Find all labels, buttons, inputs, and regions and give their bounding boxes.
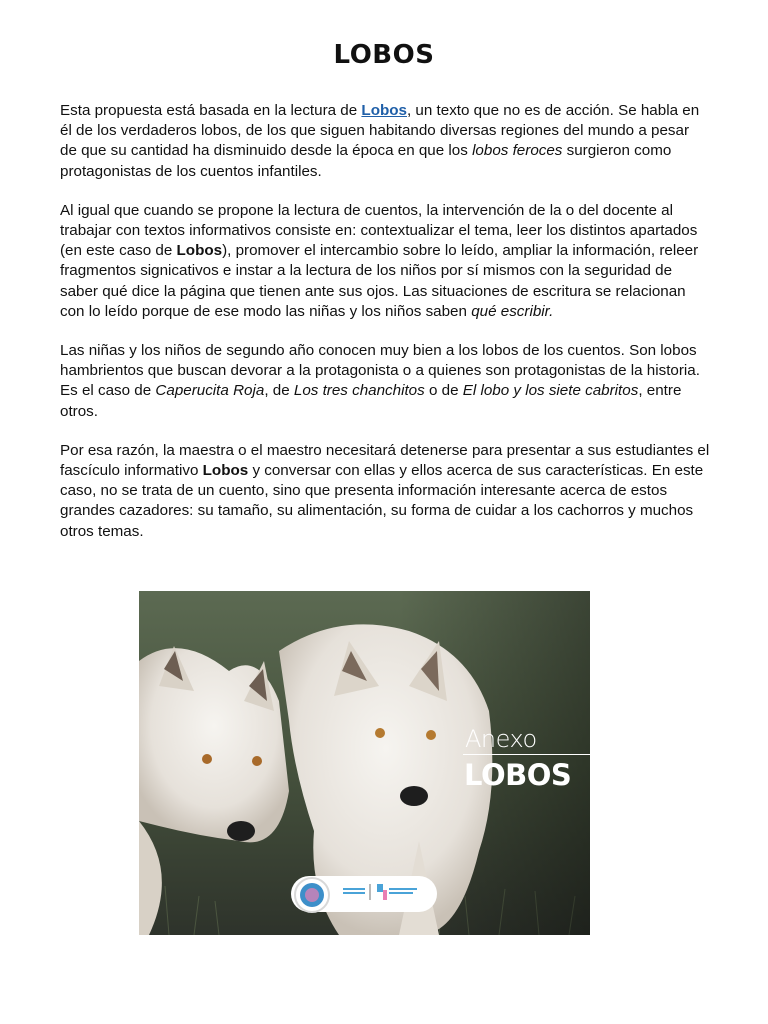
document-body xyxy=(60,101,710,561)
emphasis-text: lobos feroces xyxy=(472,142,563,160)
lobos-link[interactable]: Lobos xyxy=(361,102,407,119)
paragraph-text: Por esa razón, la maestra o el maestro necesitará detenerse para presentar a sus estudiantes el fascículo informativo xyxy=(60,441,710,480)
paragraph-text: , entre otros. xyxy=(60,382,682,420)
emphasis-text: qué escribir. xyxy=(471,302,554,320)
emphasis-text: El lobo y los siete cabritos xyxy=(462,382,639,400)
paragraph-text: , de xyxy=(264,382,294,400)
paragraph-text: Esta propuesta está basada en la lectura de xyxy=(60,102,362,119)
cover-subtitle: Anexo xyxy=(465,725,537,753)
paragraph-4 xyxy=(60,441,710,542)
paragraph-2 xyxy=(60,201,710,322)
paragraph-text: Las niñas y los niños de segundo año conocen muy bien a los lobos de los cuentos. Son lobos hambrientos que buscan devorar a la protagonista o a quienes son protagonistas de la historia. Es el caso de xyxy=(60,342,700,400)
page-title: LOBOS xyxy=(333,40,435,70)
bold-text: Lobos xyxy=(202,462,249,480)
paragraph-text: surgieron como protagonistas de los cuentos infantiles. xyxy=(60,142,672,180)
paragraph-text: o de xyxy=(424,382,463,400)
paragraph-text: ), promover el intercambio sobre lo leído, ampliar la información, releer fragmentos signicativos e instar a la lectura de los niños por sí mismos con la seguridad de saber qué dice la página que tienen ante sus ojos. Las situaciones de escritura se relacionan con lo leído porque de ese modo las niñas y los niños saben xyxy=(60,242,699,320)
paragraph-text: y conversar con ellas y ellos acerca de sus características. En este caso, no se trata de un cuento, sino que presenta información interesante acerca de estos grandes cazadores: su tamaño, su alimentación, su forma de cuidar a los cachorros y muchos otros temas. xyxy=(60,462,704,540)
cover-image xyxy=(139,591,590,935)
paragraph-text: Al igual que cuando se propone la lectura de cuentos, la intervención de la o del docente al trabajar con textos informativos consiste en: contextualizar el tema, leer los distintos apartados (en este caso de xyxy=(60,201,698,260)
emphasis-text: Los tres chanchitos xyxy=(293,382,425,400)
paragraph-text: , un texto que no es de acción. Se habla en él de los verdaderos lobos, de los que siguen habitando diversas regiones del mundo a pesar de que su cantidad ha disminuido desde la época en que los xyxy=(60,102,700,160)
paragraph-3 xyxy=(60,341,710,422)
bold-text: Lobos xyxy=(176,242,223,260)
cover-divider xyxy=(463,754,590,755)
seal-icon xyxy=(294,877,330,913)
paragraph-1 xyxy=(60,101,710,182)
cover-title: LOBOS xyxy=(464,758,572,792)
emphasis-text: Caperucita Roja xyxy=(155,382,265,400)
